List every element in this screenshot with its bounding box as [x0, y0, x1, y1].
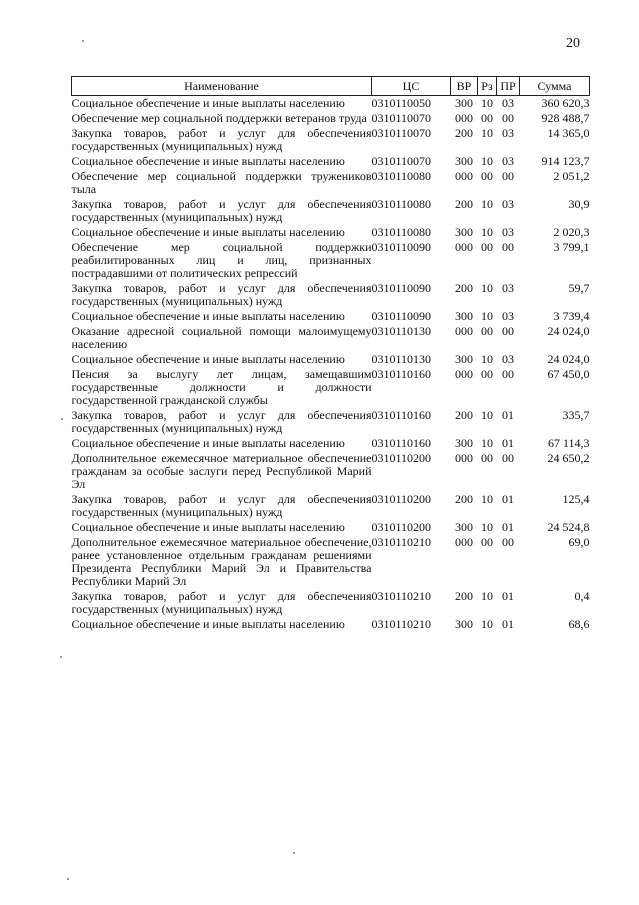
row-name: Социальное обеспечение и иные выплаты населению — [71, 154, 345, 168]
row-sum: 24 650,2 — [547, 451, 590, 465]
row-sum: 24 524,8 — [547, 520, 590, 534]
row-cs: 0310110160 — [371, 436, 432, 450]
row-pr: 01 — [502, 436, 514, 450]
row-pr: 03 — [502, 309, 514, 323]
row-sum: 67 114,3 — [547, 436, 590, 450]
row-name: Социальное обеспечение и иные выплаты населению — [71, 96, 345, 110]
row-vr: 000 — [455, 451, 473, 465]
row-vr: 000 — [455, 111, 473, 125]
row-pr: 01 — [502, 617, 514, 631]
row-pr: 03 — [502, 352, 514, 366]
row-vr: 200 — [455, 281, 473, 295]
row-cs: 0310110080 — [371, 225, 432, 239]
table-row — [72, 492, 590, 520]
row-rz: 10 — [481, 436, 493, 450]
row-vr: 000 — [455, 535, 473, 549]
table-row — [72, 617, 590, 632]
row-pr: 00 — [502, 535, 514, 549]
header-row — [72, 77, 590, 96]
header-cs: ЦС — [372, 77, 451, 96]
table-row — [72, 451, 590, 492]
row-vr: 300 — [455, 154, 473, 168]
table-row — [72, 281, 590, 309]
row-sum: 928 488,7 — [541, 111, 590, 125]
table-row — [72, 324, 590, 352]
row-name: Обеспечение мер социальной поддержки ветеранов труда — [71, 111, 367, 125]
table-row — [72, 436, 590, 451]
row-rz: 10 — [481, 492, 493, 506]
row-pr: 03 — [502, 126, 514, 140]
row-pr: 01 — [502, 408, 514, 422]
row-sum: 3 799,1 — [553, 240, 590, 254]
row-cs: 0310110080 — [371, 169, 432, 183]
row-sum: 68,6 — [568, 617, 590, 631]
row-sum: 59,7 — [568, 281, 590, 295]
row-name: Дополнительное ежемесячное материальное обеспечение гражданам за особые заслуги перед Республикой Марий Эл — [71, 451, 372, 491]
row-pr: 00 — [502, 324, 514, 338]
row-sum: 125,4 — [562, 492, 590, 506]
scan-speck — [60, 656, 62, 658]
row-sum: 914 123,7 — [541, 154, 590, 168]
row-vr: 300 — [455, 96, 473, 110]
budget-table — [71, 76, 590, 632]
row-name: Социальное обеспечение и иные выплаты населению — [71, 309, 345, 323]
table-row — [72, 589, 590, 617]
table-row — [72, 240, 590, 281]
row-vr: 300 — [455, 436, 473, 450]
table-row — [72, 535, 590, 589]
row-pr: 03 — [502, 197, 514, 211]
row-sum: 24 024,0 — [547, 324, 590, 338]
row-rz: 10 — [481, 225, 493, 239]
row-rz: 10 — [481, 617, 493, 631]
row-vr: 300 — [455, 309, 473, 323]
header-vr: ВР — [451, 77, 478, 96]
row-rz: 10 — [481, 281, 493, 295]
row-name: Оказание адресной социальной помощи малоимущему населению — [71, 324, 372, 351]
row-pr: 00 — [502, 169, 514, 183]
header-sum: Сумма — [520, 77, 590, 96]
table-row — [72, 154, 590, 169]
row-rz: 10 — [481, 96, 493, 110]
row-rz: 00 — [481, 367, 493, 381]
row-vr: 300 — [455, 617, 473, 631]
row-vr: 200 — [455, 492, 473, 506]
header-pr: ПР — [497, 77, 520, 96]
row-vr: 200 — [455, 126, 473, 140]
row-vr: 300 — [455, 352, 473, 366]
row-cs: 0310110070 — [371, 154, 432, 168]
row-name: Закупка товаров, работ и услуг для обеспечения государственных (муниципальных) нужд — [71, 197, 372, 224]
row-rz: 10 — [481, 197, 493, 211]
row-rz: 10 — [481, 126, 493, 140]
row-cs: 0310110130 — [371, 324, 432, 338]
table-row — [72, 126, 590, 154]
row-cs: 0310110090 — [371, 281, 432, 295]
row-cs: 0310110070 — [371, 126, 432, 140]
row-pr: 00 — [502, 111, 514, 125]
row-sum: 0,4 — [574, 589, 590, 603]
row-cs: 0310110200 — [371, 492, 432, 506]
row-name: Социальное обеспечение и иные выплаты населению — [71, 436, 345, 450]
row-sum: 30,9 — [568, 197, 590, 211]
row-name: Обеспечение мер социальной поддержки реабилитированных лиц и лиц, признанных пострадавшими от политических репрессий — [71, 240, 372, 280]
page-number: 20 — [566, 36, 580, 51]
row-sum: 360 620,3 — [541, 96, 590, 110]
row-cs: 0310110210 — [371, 589, 432, 603]
row-vr: 300 — [455, 520, 473, 534]
row-pr: 03 — [502, 281, 514, 295]
row-pr: 00 — [502, 240, 514, 254]
row-cs: 0310110160 — [371, 367, 432, 381]
table-row — [72, 408, 590, 436]
table-row — [72, 225, 590, 240]
row-name: Закупка товаров, работ и услуг для обеспечения государственных (муниципальных) нужд — [71, 408, 372, 435]
row-name: Закупка товаров, работ и услуг для обеспечения государственных (муниципальных) нужд — [71, 126, 372, 153]
table-row — [72, 96, 590, 112]
table-body — [72, 96, 590, 633]
row-name: Социальное обеспечение и иные выплаты населению — [71, 352, 345, 366]
scan-speck — [82, 40, 84, 42]
table-row — [72, 367, 590, 408]
row-rz: 00 — [481, 111, 493, 125]
row-rz: 00 — [481, 169, 493, 183]
row-cs: 0310110090 — [371, 240, 432, 254]
row-vr: 000 — [455, 240, 473, 254]
row-name: Закупка товаров, работ и услуг для обеспечения государственных (муниципальных) нужд — [71, 589, 372, 616]
row-rz: 10 — [481, 408, 493, 422]
row-rz: 10 — [481, 589, 493, 603]
row-sum: 2 020,3 — [553, 225, 590, 239]
row-name: Социальное обеспечение и иные выплаты населению — [71, 617, 345, 631]
row-pr: 01 — [502, 520, 514, 534]
scan-speck — [293, 852, 295, 854]
row-pr: 03 — [502, 225, 514, 239]
row-rz: 00 — [481, 535, 493, 549]
row-cs: 0310110090 — [371, 309, 432, 323]
row-pr: 00 — [502, 367, 514, 381]
row-cs: 0310110070 — [371, 111, 432, 125]
row-rz: 10 — [481, 352, 493, 366]
row-name: Пенсия за выслугу лет лицам, замещавшим государственные должности и должности государственной гражданской службы — [71, 367, 372, 407]
row-pr: 01 — [502, 589, 514, 603]
row-vr: 000 — [455, 367, 473, 381]
table-row — [72, 352, 590, 367]
row-rz: 00 — [481, 451, 493, 465]
row-sum: 335,7 — [562, 408, 590, 422]
table-row — [72, 520, 590, 535]
row-pr: 01 — [502, 492, 514, 506]
row-pr: 00 — [502, 451, 514, 465]
row-vr: 300 — [455, 225, 473, 239]
table-row — [72, 169, 590, 197]
row-cs: 0310110160 — [371, 408, 432, 422]
row-rz: 10 — [481, 309, 493, 323]
row-sum: 2 051,2 — [553, 169, 590, 183]
row-sum: 14 365,0 — [547, 126, 590, 140]
row-vr: 200 — [455, 197, 473, 211]
scan-speck — [67, 878, 69, 880]
row-name: Социальное обеспечение и иные выплаты населению — [71, 225, 345, 239]
row-sum: 69,0 — [568, 535, 590, 549]
row-name: Закупка товаров, работ и услуг для обеспечения государственных (муниципальных) нужд — [71, 281, 372, 308]
row-pr: 03 — [502, 154, 514, 168]
row-cs: 0310110200 — [371, 520, 432, 534]
row-cs: 0310110050 — [371, 96, 432, 110]
row-vr: 200 — [455, 408, 473, 422]
row-rz: 00 — [481, 324, 493, 338]
table-row — [72, 309, 590, 324]
row-cs: 0310110210 — [371, 535, 432, 549]
table-header — [72, 77, 590, 96]
row-cs: 0310110080 — [371, 197, 432, 211]
row-rz: 10 — [481, 154, 493, 168]
header-name: Наименование — [72, 77, 372, 96]
row-cs: 0310110200 — [371, 451, 432, 465]
table-row — [72, 197, 590, 225]
row-name: Обеспечение мер социальной поддержки тружеников тыла — [71, 169, 372, 196]
header-rz: Рз — [478, 77, 497, 96]
row-sum: 67 450,0 — [547, 367, 590, 381]
row-name: Социальное обеспечение и иные выплаты населению — [71, 520, 345, 534]
row-vr: 000 — [455, 169, 473, 183]
row-cs: 0310110210 — [371, 617, 432, 631]
row-cs: 0310110130 — [371, 352, 432, 366]
row-pr: 03 — [502, 96, 514, 110]
row-name: Закупка товаров, работ и услуг для обеспечения государственных (муниципальных) нужд — [71, 492, 372, 519]
row-sum: 24 024,0 — [547, 352, 590, 366]
row-vr: 200 — [455, 589, 473, 603]
row-rz: 00 — [481, 240, 493, 254]
row-rz: 10 — [481, 520, 493, 534]
scan-speck — [61, 418, 63, 420]
row-sum: 3 739,4 — [553, 309, 590, 323]
row-name: Дополнительное ежемесячное материальное обеспечение, ранее установленное отдельным гражданам решениями Президента Республики Марий Эл и Правительства Республики Марий Эл — [71, 535, 372, 588]
row-vr: 000 — [455, 324, 473, 338]
table-row — [72, 111, 590, 126]
